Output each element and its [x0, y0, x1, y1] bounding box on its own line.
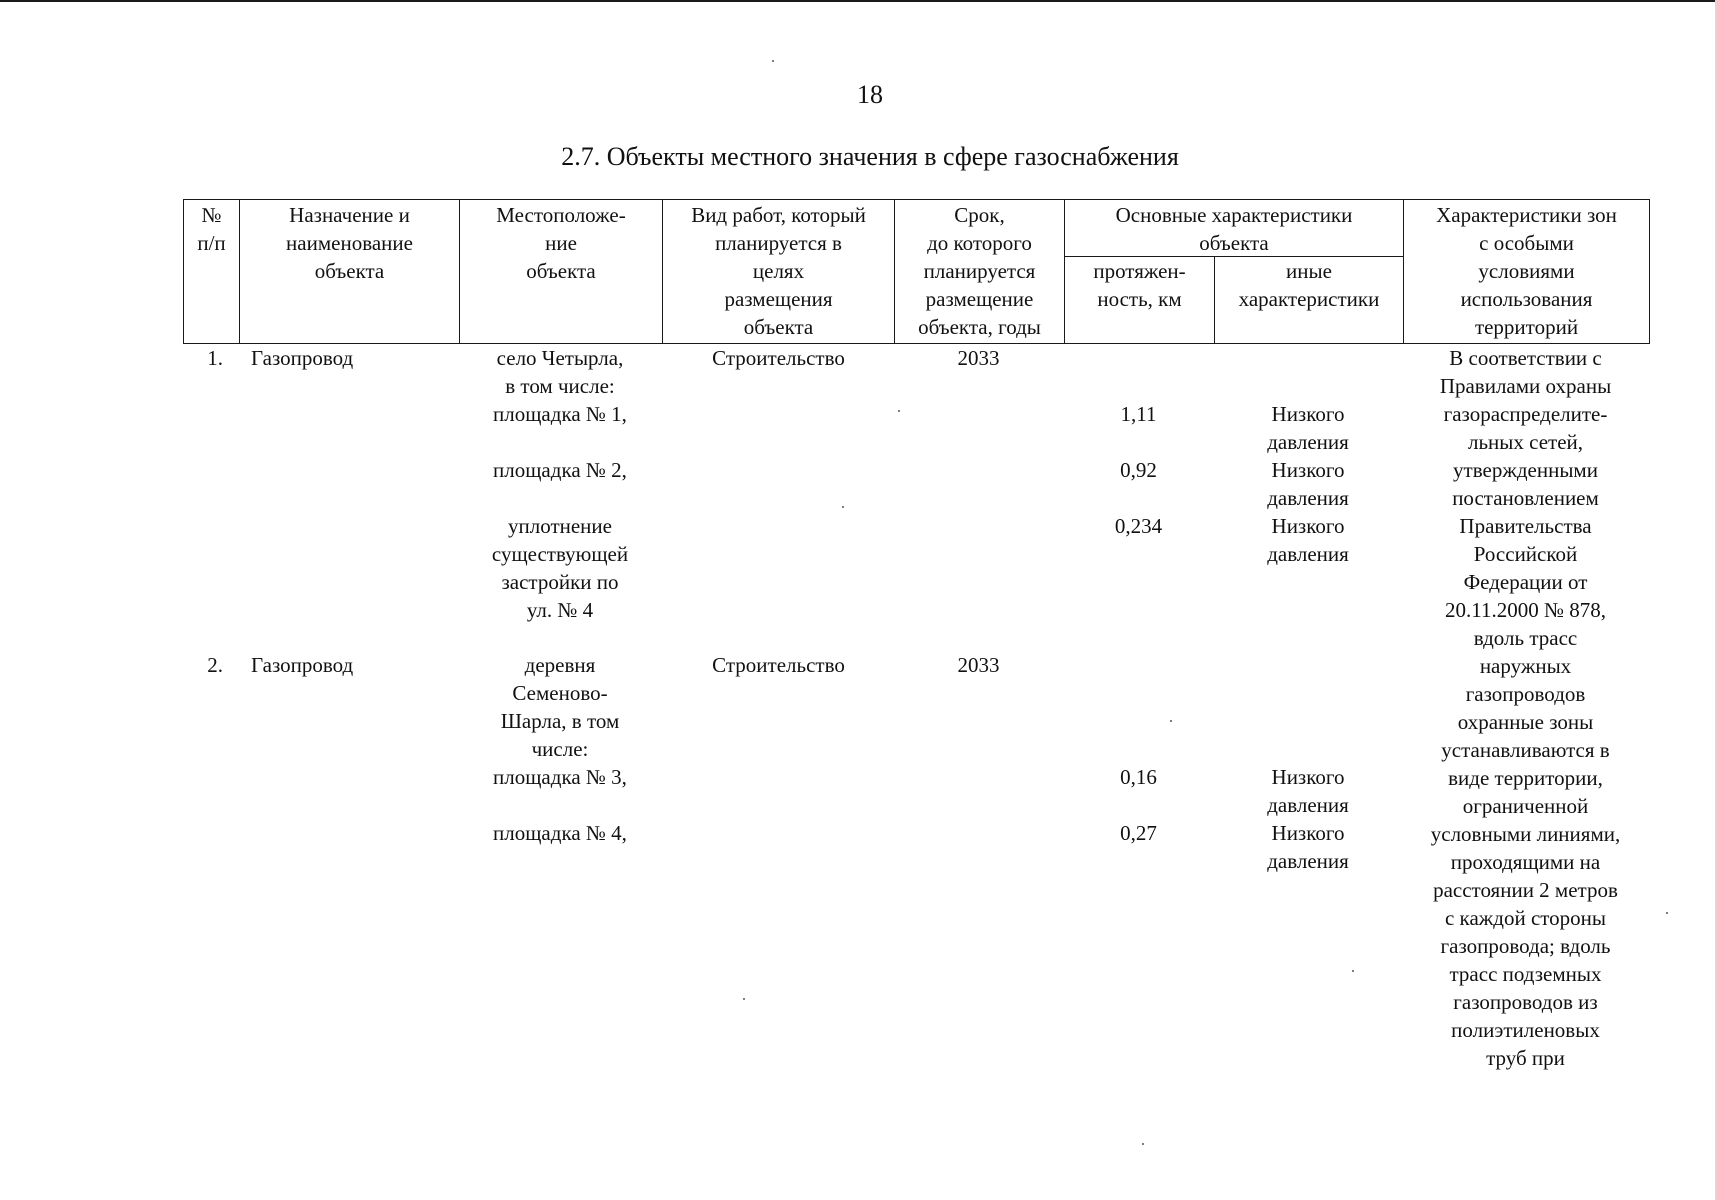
scan-speck	[1352, 970, 1354, 972]
row-2-work: Строительство	[712, 653, 845, 677]
site-2-other: Низкого давления	[1267, 458, 1349, 510]
row-2-year: 2033	[957, 653, 1000, 677]
site-5-length: 0,27	[1120, 821, 1157, 845]
zones-text: В соответствии с Правилами охраны газораспределите- льных сетей, утвержденными постановлением Правительства Российской Федерации от 20.11.2000 № 878, вдоль трасс наружных газопроводов охранные зоны устанавливаются в виде территории, ограниченной условными линиями, проходящими на расстоянии 2 метров с каждой стороны газопровода; вдоль трасс подземных газопроводов из полиэтиленовых труб при	[1430, 346, 1621, 1070]
scan-speck	[743, 998, 745, 1000]
header-main-characteristics: Основные характеристики объекта	[1115, 203, 1353, 255]
page-number: 18	[857, 80, 883, 109]
row-1-location: село Четырла, в том числе:	[496, 346, 624, 398]
site-4-other: Низкого давления	[1267, 765, 1349, 817]
header-num: № п/п	[197, 203, 226, 255]
header-length: протяжен- ность, км	[1093, 259, 1186, 311]
header-name: Назначение и наименование объекта	[286, 203, 413, 283]
header-other-characteristics: иные характеристики	[1238, 259, 1380, 311]
site-3-other: Низкого давления	[1267, 514, 1349, 566]
row-2-num: 2.	[207, 653, 223, 677]
site-5-other: Низкого давления	[1267, 821, 1349, 873]
scan-speck	[1142, 1143, 1144, 1145]
section-title: 2.7. Объекты местного значения в сфере газоснабжения	[561, 142, 1179, 171]
site-4-label: площадка № 3,	[493, 765, 627, 789]
scan-speck	[1170, 720, 1172, 722]
header-location: Местоположе- ние объекта	[496, 203, 626, 283]
header-zones: Характеристики зон с особыми условиями использования территорий	[1436, 203, 1617, 339]
site-2-label: площадка № 2,	[493, 458, 627, 482]
site-4-length: 0,16	[1120, 765, 1157, 789]
site-1-other: Низкого давления	[1267, 402, 1349, 454]
site-1-length: 1,11	[1120, 402, 1157, 426]
site-5-label: площадка № 4,	[493, 821, 627, 845]
header-work-type: Вид работ, который планируется в целях размещения объекта	[691, 203, 866, 339]
site-3-length: 0,234	[1114, 514, 1163, 538]
site-1-label: площадка № 1,	[493, 402, 627, 426]
row-1-work: Строительство	[712, 346, 845, 370]
scan-speck	[772, 60, 774, 62]
scan-speck	[1666, 912, 1668, 914]
row-1-num: 1.	[207, 346, 223, 370]
scan-speck	[842, 506, 844, 508]
site-2-length: 0,92	[1120, 458, 1157, 482]
header-deadline: Срок, до которого планируется размещение объекта, годы	[918, 203, 1041, 339]
scan-speck	[898, 410, 900, 412]
scan-edge-top	[0, 0, 1717, 2]
row-1-year: 2033	[957, 346, 1000, 370]
row-2-name: Газопровод	[251, 653, 354, 677]
row-2-location: деревня Семеново- Шарла, в том числе:	[500, 653, 620, 761]
table-header	[183, 199, 1650, 344]
site-3-label: уплотнение существующей застройки по ул. № 4	[491, 514, 629, 622]
row-1-name: Газопровод	[251, 346, 354, 370]
